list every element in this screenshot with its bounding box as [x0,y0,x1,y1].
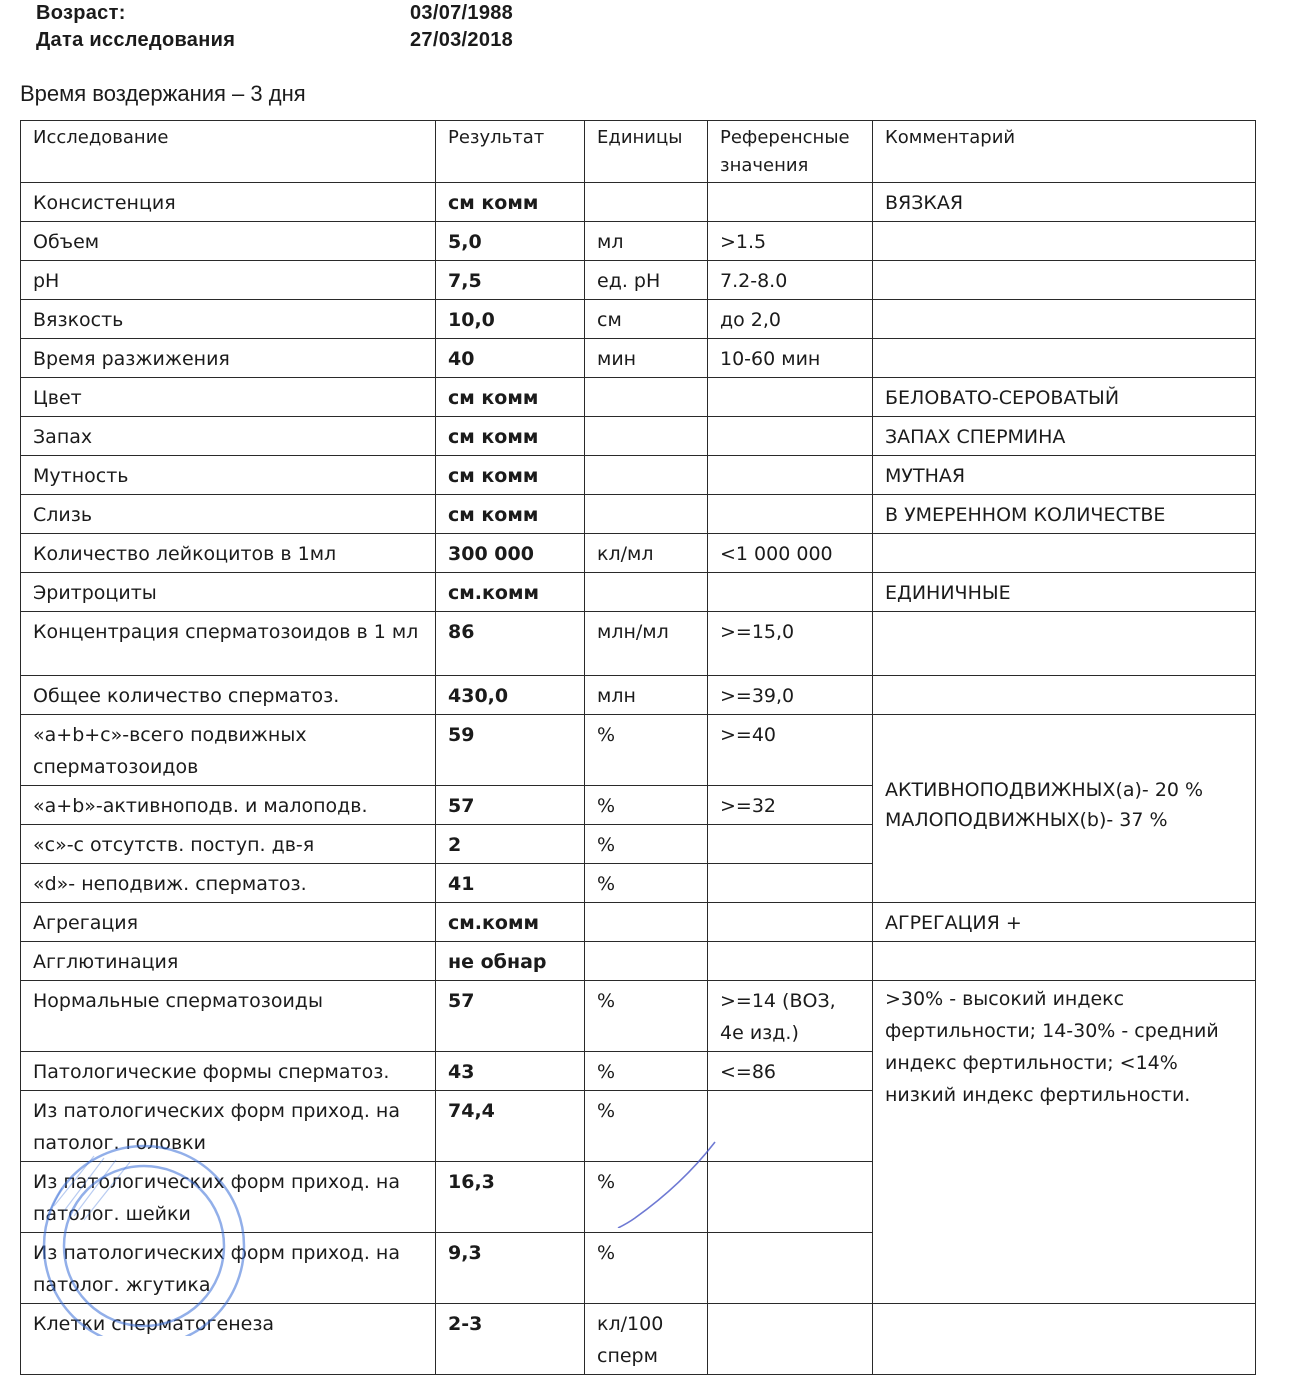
test-reference [708,1233,873,1304]
test-comment [873,222,1256,261]
test-name: Из патологических форм приход. на патолог. шейки [21,1162,436,1233]
test-comment: БЕЛОВАТО-СЕРОВАТЫЙ [873,378,1256,417]
table-row [21,456,1256,495]
test-name: Клетки сперматогенеза [21,1304,436,1375]
test-reference [708,864,873,903]
table-row [21,612,1256,676]
age-value: 03/07/1988 [410,2,514,24]
table-row [21,495,1256,534]
test-name: Объем [21,222,436,261]
test-reference: >1.5 [708,222,873,261]
column-header: Референсные значения [708,121,873,183]
test-reference: <=86 [708,1052,873,1091]
test-comment [873,612,1256,676]
test-reference: >=32 [708,786,873,825]
table-row [21,903,1256,942]
test-name: Время разжижения [21,339,436,378]
test-unit [585,573,708,612]
test-reference: >=15,0 [708,612,873,676]
table-row [21,942,1256,981]
test-unit: мл [585,222,708,261]
test-unit: млн [585,676,708,715]
test-unit: % [585,1162,708,1233]
table-row [21,339,1256,378]
test-name: Концентрация сперматозоидов в 1 мл [21,612,436,676]
test-unit: % [585,715,708,786]
table-row [21,417,1256,456]
test-reference [708,495,873,534]
test-name: pH [21,261,436,300]
test-name: Цвет [21,378,436,417]
test-comment: ЗАПАХ СПЕРМИНА [873,417,1256,456]
date-label: Дата исследования [36,29,236,51]
test-name: Слизь [21,495,436,534]
test-reference [708,825,873,864]
test-unit: см [585,300,708,339]
abstinence-time: Время воздержания – 3 дня [20,81,306,106]
test-result: 41 [436,864,585,903]
test-result: см.комм [436,573,585,612]
test-unit [585,903,708,942]
motility-comment-active: АКТИВНОПОДВИЖНЫХ(a)- 20 % [885,779,1204,801]
test-unit [585,942,708,981]
test-result: 57 [436,981,585,1052]
test-reference: >=40 [708,715,873,786]
test-reference [708,573,873,612]
test-result: 7,5 [436,261,585,300]
test-result: см комм [436,495,585,534]
test-result: см комм [436,456,585,495]
test-name: «с»-с отсутств. поступ. дв-я [21,825,436,864]
date-value: 27/03/2018 [410,29,514,51]
age-label: Возраст: [36,2,126,24]
test-name: Количество лейкоцитов в 1мл [21,534,436,573]
table-row [21,534,1256,573]
test-result: 16,3 [436,1162,585,1233]
column-header: Единицы [585,121,708,183]
test-name: «d»- неподвиж. сперматоз. [21,864,436,903]
test-comment: МУТНАЯ [873,456,1256,495]
test-comment [873,261,1256,300]
test-result: 59 [436,715,585,786]
test-result: 9,3 [436,1233,585,1304]
test-name: Из патологических форм приход. на патолог. головки [21,1091,436,1162]
test-result: 43 [436,1052,585,1091]
column-header: Исследование [21,121,436,183]
test-reference [708,417,873,456]
test-result: см комм [436,183,585,222]
column-header: Результат [436,121,585,183]
test-name: «а+b+c»-всего подвижных сперматозоидов [21,715,436,786]
test-result: 86 [436,612,585,676]
test-result: 430,0 [436,676,585,715]
test-comment [873,339,1256,378]
fertility-comment: >30% - высокий индекс фертильности; 14-30% - средний индекс фертильности; <14% низкий индекс фертильности. [873,981,1256,1304]
test-comment: АГРЕГАЦИЯ + [873,903,1256,942]
test-reference: 10-60 мин [708,339,873,378]
table-row [21,261,1256,300]
test-result: 57 [436,786,585,825]
column-header: Комментарий [873,121,1256,183]
test-name: Агрегация [21,903,436,942]
test-name: Агглютинация [21,942,436,981]
test-comment [873,300,1256,339]
test-result: см комм [436,378,585,417]
table-row [21,183,1256,222]
test-unit: % [585,981,708,1052]
table-row [21,300,1256,339]
table-header-row [21,121,1256,183]
table-row [21,573,1256,612]
test-name: Мутность [21,456,436,495]
test-comment [873,1304,1256,1375]
test-comment [873,534,1256,573]
clinic-stamp-icon [4,1136,274,1336]
test-unit: % [585,864,708,903]
test-reference [708,1162,873,1233]
test-unit: мин [585,339,708,378]
test-name: Консистенция [21,183,436,222]
test-name: Запах [21,417,436,456]
test-unit [585,417,708,456]
table-row [21,715,1256,786]
test-comment [873,942,1256,981]
test-result: 2-3 [436,1304,585,1375]
test-comment: ЕДИНИЧНЫЕ [873,573,1256,612]
test-name: Из патологических форм приход. на патолог. жгутика [21,1233,436,1304]
test-unit [585,183,708,222]
signature-stroke-icon [600,1138,730,1228]
test-reference [708,456,873,495]
test-unit: кл/100 сперм [585,1304,708,1375]
test-name: «а+b»-активноподв. и малоподв. [21,786,436,825]
table-row [21,222,1256,261]
test-result: 300 000 [436,534,585,573]
test-name: Общее количество сперматоз. [21,676,436,715]
test-name: Патологические формы сперматоз. [21,1052,436,1091]
test-unit: % [585,1052,708,1091]
test-unit: % [585,1233,708,1304]
table-row [21,676,1256,715]
test-unit: % [585,825,708,864]
test-result: 2 [436,825,585,864]
test-reference [708,378,873,417]
test-result: 40 [436,339,585,378]
test-result: 10,0 [436,300,585,339]
test-reference [708,1091,873,1162]
test-unit: млн/мл [585,612,708,676]
test-result: см комм [436,417,585,456]
test-reference: >=14 (ВОЗ, 4е изд.) [708,981,873,1052]
test-reference [708,183,873,222]
test-reference: <1 000 000 [708,534,873,573]
test-result: см.комм [436,903,585,942]
test-comment [873,676,1256,715]
table-row [21,378,1256,417]
motility-comment [873,715,1256,903]
test-reference: до 2,0 [708,300,873,339]
test-unit: ед. pH [585,261,708,300]
test-unit [585,378,708,417]
test-result: 74,4 [436,1091,585,1162]
test-reference [708,903,873,942]
test-reference: 7.2-8.0 [708,261,873,300]
test-result: не обнар [436,942,585,981]
test-unit: % [585,1091,708,1162]
test-unit [585,495,708,534]
test-name: Эритроциты [21,573,436,612]
table-row [21,981,1256,1052]
test-comment: ВЯЗКАЯ [873,183,1256,222]
test-unit [585,456,708,495]
test-unit: % [585,786,708,825]
test-reference [708,942,873,981]
test-result: 5,0 [436,222,585,261]
test-name: Вязкость [21,300,436,339]
test-unit: кл/мл [585,534,708,573]
test-reference: >=39,0 [708,676,873,715]
test-reference [708,1304,873,1375]
motility-comment-slow: МАЛОПОДВИЖНЫХ(b)- 37 % [885,809,1168,831]
test-comment: В УМЕРЕННОМ КОЛИЧЕСТВЕ [873,495,1256,534]
test-name: Нормальные сперматозоиды [21,981,436,1052]
